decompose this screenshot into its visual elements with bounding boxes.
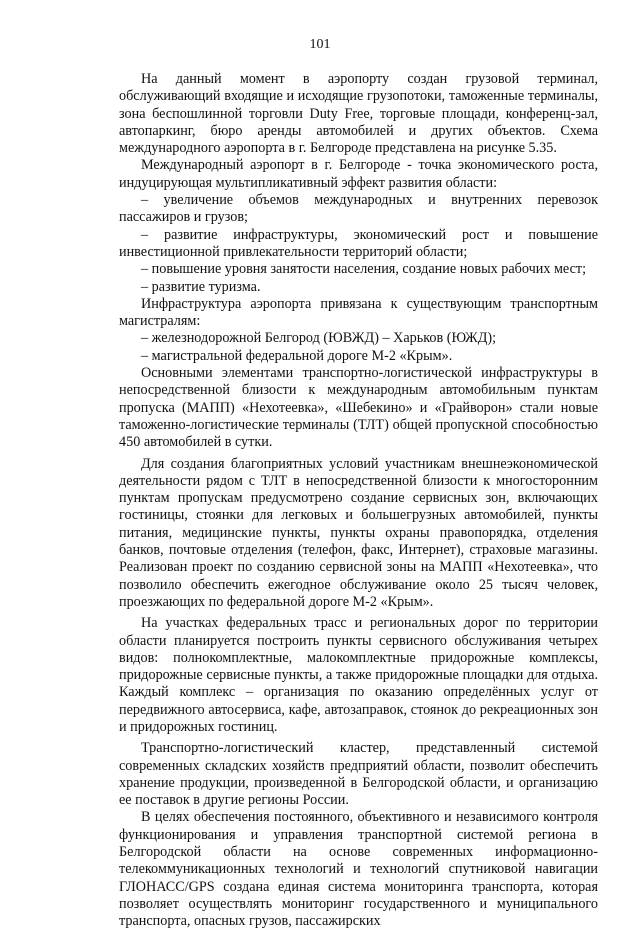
paragraph-cargo-terminal: На данный момент в аэропорту создан грузовой терминал, обслуживающий входящие и исходящие грузопотоки, таможенные терминалы, зона беспошлинной торговли Duty Free, торговые площади, конференц-зал, автопаркинг, бюро аренды автомобилей и других объектов. Схема международного аэропорта в г. Белгороде представлена на рисунке 5.35. xyxy=(119,71,598,157)
list-item-federal-road: – магистральной федеральной дороге М-2 «Крым». xyxy=(141,347,453,364)
list-item-infrastructure: – развитие инфраструктуры, экономический рост и повышение инвестиционной привлекательности территорий области; xyxy=(119,226,598,260)
list-item-employment: – повышение уровня занятости населения, создание новых рабочих мест; xyxy=(141,261,587,278)
paragraph-roadside-service: На участках федеральных трасс и региональных дорог по территории области планируется построить пункты сервисного обслуживания четырех видов: полнокомплектные, малокомплектные придорожные комплексы, придорожные сервисные пункты, а также придорожные площадки для отдыха. Каждый комплекс – организация по оказанию определённых услуг от передвижного автосервиса, кафе, автозаправок, стоянок до рекреационных зон и придорожных гостиниц. xyxy=(119,615,598,735)
list-item-passenger-volume: – увеличение объемов международных и внутренних перевозок пассажиров и грузов; xyxy=(119,192,598,226)
paragraph-customs-terminals: Основными элементами транспортно-логистической инфраструктуры в непосредственной близости к международным автомобильным пунктам пропуска (МАПП) «Нехотеевка», «Шебекино» и «Грайворон» стали новые таможенно-логистические терминалы (ТЛТ) общей пропускной способностью 450 автомобилей в сутки. xyxy=(119,365,598,451)
paragraph-monitoring-system: В целях обеспечения постоянного, объективного и независимого контроля функционирования и управления транспортной системой региона в Белгородской области на основе современных информационно-телекоммуникационных технологий и технологий спутниковой навигации ГЛОНАСС/GPS создана единая система мониторинга транспорта, которая позволяет осуществлять мониторинг государственного и муниципального транспорта, опасных грузов, пассажирских xyxy=(119,809,598,930)
paragraph-service-zones: Для создания благоприятных условий участникам внешнеэкономической деятельности рядом с ТЛТ в непосредственной близости к многосторонним пунктам пропускам предусмотрено создание сервисных зон, включающих гостиницы, стоянки для легковых и большегрузных автомобилей, пункты питания, медицинские пункты, пункты охраны правопорядка, отделения банков, почтовые отделения (телефон, факс, Интернет), страховые магазины. Реализован проект по созданию сервисной зоны на МАПП «Нехотеевка», что позволило обеспечить ежегодное обслуживание около 25 тысяч человек, проезжающих по федеральной дороге М-2 «Крым». xyxy=(119,455,598,610)
page-number: 101 xyxy=(309,37,331,52)
paragraph-growth-point: Международный аэропорт в г. Белгороде - точка экономического роста, индуцирующая мультипликативный эффект развития области: xyxy=(119,157,598,191)
document-body xyxy=(119,71,598,931)
list-item-railway: – железнодорожной Белгород (ЮВЖД) – Харьков (ЮЖД); xyxy=(141,330,497,347)
list-item-tourism: – развитие туризма. xyxy=(141,278,261,295)
paragraph-logistics-cluster: Транспортно-логистический кластер, представленный системой современных складских хозяйств предприятий области, позволит обеспечить хранение продукции, произведенной в Белгородской области, и организацию ее поставок в другие регионы России. xyxy=(119,740,598,809)
paragraph-highways: Инфраструктура аэропорта привязана к существующим транспортным магистралям: xyxy=(119,295,598,330)
